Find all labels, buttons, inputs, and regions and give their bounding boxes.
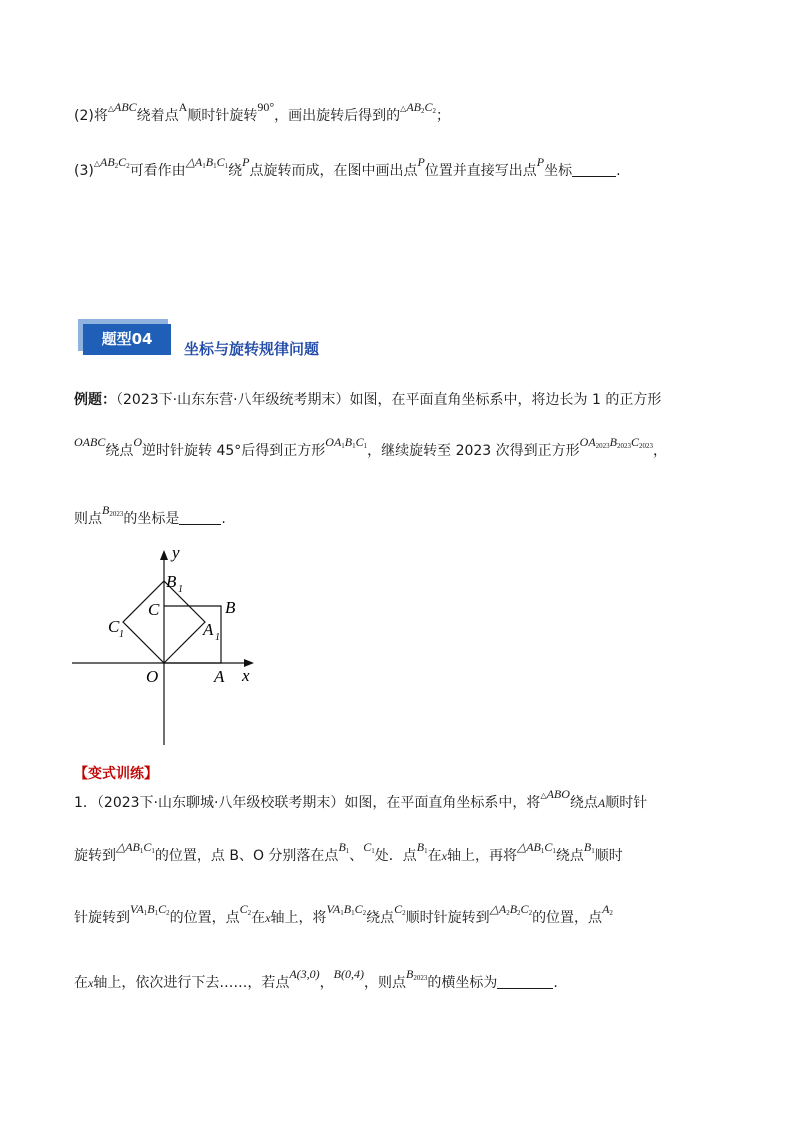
label-y: y xyxy=(172,543,180,562)
triangle-ab1c1: $\triangle AB_1C_1$ xyxy=(116,840,155,855)
label-c: C xyxy=(148,600,160,619)
triangle-icon: △ xyxy=(107,104,114,113)
part2-line xyxy=(74,100,450,130)
part2-text2: 顺时针旋转 xyxy=(187,108,258,124)
triangle-a1b1c1: $\triangle A_1B_1C_1$ xyxy=(185,155,229,170)
triangle-a2b2c2: $\triangle A_2B_2C_2$ xyxy=(489,902,533,917)
point-b1: $B_1$ xyxy=(338,840,350,855)
square-oa1b1c1: $OA_1B_1C_1$ xyxy=(325,435,368,450)
section-badge xyxy=(78,319,174,357)
example-line1 xyxy=(74,390,661,410)
triangle-abc: ABC xyxy=(114,100,137,114)
triangle-ab1c1-b: $\triangle AB_1C_1$ xyxy=(516,840,556,855)
point-p-2: P xyxy=(417,155,425,169)
label-b: B xyxy=(225,598,236,617)
part2-text3: ，画出旋转后得到的 xyxy=(274,108,401,124)
y-axis-arrow-icon xyxy=(160,550,168,560)
triangle-ab2c2: $\triangle AB_2C_2$ xyxy=(400,100,436,115)
practice-line4: 在x轴上，依次进行下去……，若点A(3,0)，B(0,4)，则点$B_{2023}$的横坐标为 . xyxy=(74,967,558,991)
label-a1: A xyxy=(203,620,214,639)
point-b2023: $B_{2023}$ xyxy=(102,503,124,518)
practice-line2: 旋转到$\triangle AB_1C_1$的位置，点 B、O 分别落在点$B_1$、$C_1$处．点$B_1$在x轴上，再将$\triangle AB_1C_1$绕点$B_1$顺时 xyxy=(74,840,623,864)
point-p-3: P xyxy=(536,155,545,169)
point-b1-c: $B_1$ xyxy=(583,840,595,855)
label-a1-sub: 1 xyxy=(215,632,220,643)
practice-text1: 1．（2023下·山东聊城·八年级校联考期末）如图，在平面直角坐标系中，将 xyxy=(74,795,541,811)
example-text4: ，继续旋转至 2023 次得到正方形 xyxy=(367,443,580,459)
section-title: 坐标与旋转规律问题 xyxy=(184,340,320,358)
triangle-ab2c2-3: $\triangle AB_2C_2$ xyxy=(93,155,130,170)
label-c1-sub: 1 xyxy=(119,629,124,640)
part3-prefix: (3) xyxy=(74,163,94,179)
example-text5: ， xyxy=(653,443,668,459)
answer-blank-b2023 xyxy=(179,512,221,525)
label-c1: C xyxy=(108,617,120,636)
triangle-a1b1c2: $VA_1B_1C_2$ xyxy=(130,902,170,917)
part3-text6: . xyxy=(616,163,621,179)
part2-prefix: (2)将 xyxy=(74,108,108,124)
example-label: 例题： xyxy=(74,392,116,408)
practice-text1b: 绕点 xyxy=(569,795,598,811)
part3-text2: 绕 xyxy=(228,163,243,179)
label-a: A xyxy=(214,667,225,686)
practice-line3: 针旋转到$VA_1B_1C_2$的位置，点$C_2$在x轴上，将$VA_1B_1C_2$绕点$C_2$顺时针旋转到$\triangle A_2B_2C_2$的位置，点$A_2$ xyxy=(74,902,613,926)
point-a-label: A xyxy=(178,100,188,114)
answer-blank-x xyxy=(497,976,553,989)
example-text7: 的坐标是 xyxy=(123,511,180,527)
example-text2: 绕点 xyxy=(105,443,134,459)
part3-text3: 点旋转而成，在图中画出点 xyxy=(249,163,418,179)
part3-text1: 可看作由 xyxy=(129,163,186,179)
angle-90: 90° xyxy=(257,100,275,114)
point-b2023-b: $B_{2023}$ xyxy=(405,967,428,982)
part3-line xyxy=(74,155,621,185)
point-c1: $C_1$ xyxy=(363,840,375,855)
example-text8: . xyxy=(221,511,226,527)
triangle-a1b1c2-b: $VA_1B_1C_2$ xyxy=(326,902,367,917)
badge-label: 题型04 xyxy=(83,324,171,355)
part3-text4: 位置并直接写出点 xyxy=(424,163,537,179)
label-b1: B xyxy=(166,572,177,591)
point-a2: $A_2$ xyxy=(602,902,613,917)
example-text3: 逆时针旋转 45°后得到正方形 xyxy=(142,443,326,459)
square-oabc: OABC xyxy=(74,435,106,449)
triangle-abo: △ABO xyxy=(540,787,570,801)
practice-line1 xyxy=(74,787,648,815)
part3-text5: 坐标 xyxy=(544,163,573,179)
point-b-coord: B(0,4) xyxy=(333,967,364,981)
point-o: O xyxy=(133,435,143,449)
label-b1-sub: 1 xyxy=(178,584,183,595)
example-text6: 则点 xyxy=(74,511,102,527)
point-c2: $C_2$ xyxy=(239,902,252,917)
point-b1-b: $B_1$ xyxy=(416,840,428,855)
square-oa2023: $OA_{2023}B_{2023}C_{2023}$ xyxy=(579,435,654,450)
point-c2-b: $C_2$ xyxy=(394,902,406,917)
label-x: x xyxy=(242,666,250,685)
point-a: A xyxy=(597,796,606,810)
example-text1: （2023下·山东东营·八年级统考期末）如图，在平面直角坐标系中，将边长为 1 的正方形 xyxy=(116,392,662,408)
answer-blank-p xyxy=(572,164,616,177)
example-line2 xyxy=(74,435,668,465)
point-p-1: P xyxy=(242,155,250,169)
point-a-coord: A(3,0) xyxy=(289,967,320,981)
part2-text1: 绕着点 xyxy=(136,108,179,124)
label-o: O xyxy=(146,667,159,686)
example-line3 xyxy=(74,503,226,533)
rotation-figure xyxy=(60,540,270,750)
part2-text4: ； xyxy=(436,108,450,124)
practice-text1c: 顺时针 xyxy=(605,795,648,811)
practice-heading: 【变式训练】 xyxy=(74,766,158,782)
